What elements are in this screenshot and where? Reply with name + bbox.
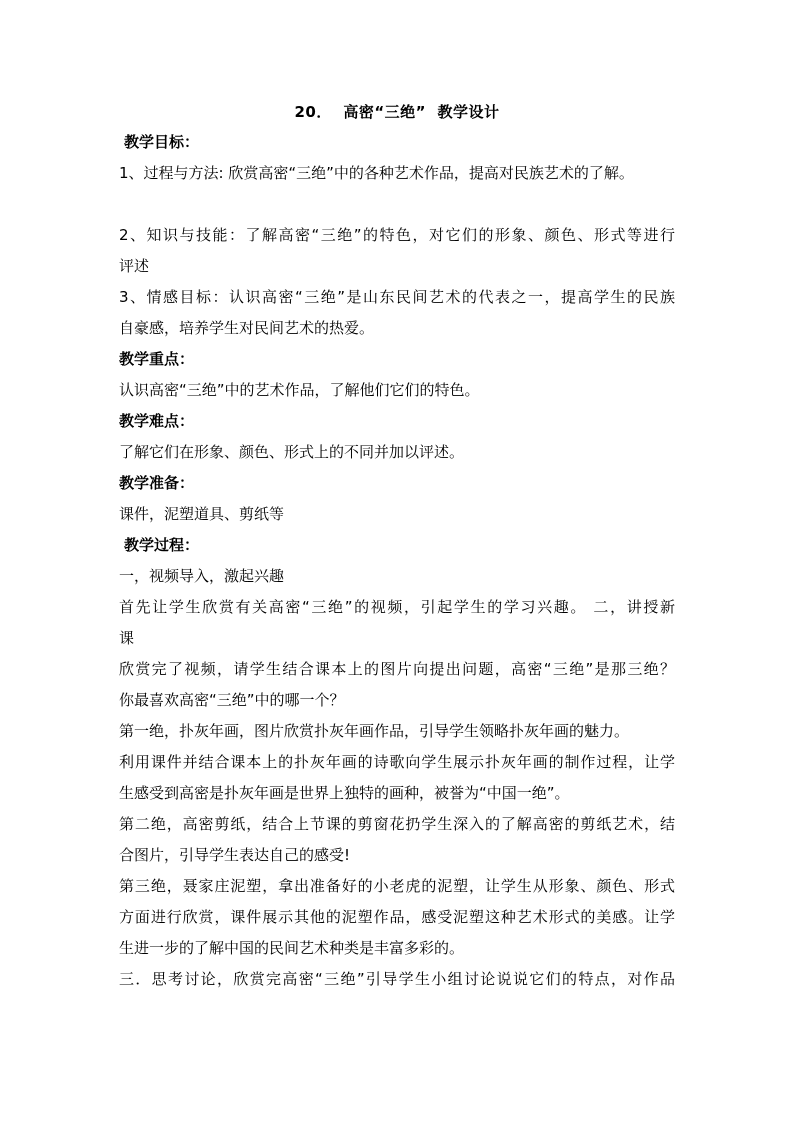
paragraph-line: 方面进行欣赏，课件展示其他的泥塑作品，感受泥塑这种艺术形式的美感。让学 <box>119 908 675 926</box>
paragraph-line: 课 <box>119 629 135 647</box>
paragraph-line: 一，视频导入，激起兴趣 <box>119 567 285 585</box>
paragraph-line: 3、情感目标：认识高密“三绝”是山东民间艺术的代表之一，提高学生的民族 <box>119 288 675 306</box>
paragraph-line: 合图片，引导学生表达自己的感受! <box>119 846 351 864</box>
paragraph-line: 课件，泥塑道具、剪纸等 <box>119 505 285 523</box>
paragraph-line: 评述 <box>119 257 150 275</box>
section-heading: 教学过程： <box>124 536 200 554</box>
section-heading: 教学重点： <box>119 350 195 368</box>
paragraph-line: 第二绝，高密剪纸，结合上节课的剪窗花扔学生深入的了解高密的剪纸艺术，结 <box>119 815 675 833</box>
document-title: 20． 高密“三绝” 教学设计 <box>294 103 500 121</box>
blank-line <box>119 189 675 220</box>
paragraph-line: 1、过程与方法: 欣赏高密“三绝”中的各种艺术作品，提高对民族艺术的了解。 <box>119 164 634 182</box>
paragraph-line: 生进一步的了解中国的民间艺术种类是丰富多彩的。 <box>119 939 465 957</box>
section-heading: 教学准备： <box>119 474 195 492</box>
paragraph-line: 第三绝，聂家庄泥塑，拿出准备好的小老虎的泥塑，让学生从形象、颜色、形式 <box>119 877 675 895</box>
paragraph-line: 生感受到高密是扑灰年画是世界上独特的画种，被誉为“中国一绝”。 <box>119 784 570 802</box>
document-body <box>119 127 675 995</box>
paragraph-line: 你最喜欢高密“三绝”中的哪一个？ <box>119 691 345 709</box>
paragraph-line: 三．思考讨论，欣赏完高密“三绝”引导学生小组讨论说说它们的特点，对作品 <box>119 970 675 988</box>
paragraph-line: 认识高密“三绝”中的艺术作品，了解他们它们的特色。 <box>119 381 480 399</box>
paragraph-line: 第一绝，扑灰年画，图片欣赏扑灰年画作品，引导学生领略扑灰年画的魅力。 <box>119 722 630 740</box>
section-heading: 教学目标： <box>124 133 200 151</box>
paragraph-line: 利用课件并结合课本上的扑灰年画的诗歌向学生展示扑灰年画的制作过程，让学 <box>119 753 675 771</box>
section-heading: 教学难点： <box>119 412 195 430</box>
document-content <box>119 97 675 995</box>
paragraph-line: 首先让学生欣赏有关高密“三绝”的视频，引起学生的学习兴趣。 二，讲授新 <box>119 598 675 616</box>
paragraph-line: 欣赏完了视频，请学生结合课本上的图片向提出问题，高密“三绝”是那三绝？ <box>119 660 675 678</box>
paragraph-line: 自豪感，培养学生对民间艺术的热爱。 <box>119 319 375 337</box>
paragraph-line: 2、知识与技能：了解高密“三绝”的特色，对它们的形象、颜色、形式等进行 <box>119 226 675 244</box>
paragraph-line: 了解它们在形象、颜色、形式上的不同并加以评述。 <box>119 443 465 461</box>
